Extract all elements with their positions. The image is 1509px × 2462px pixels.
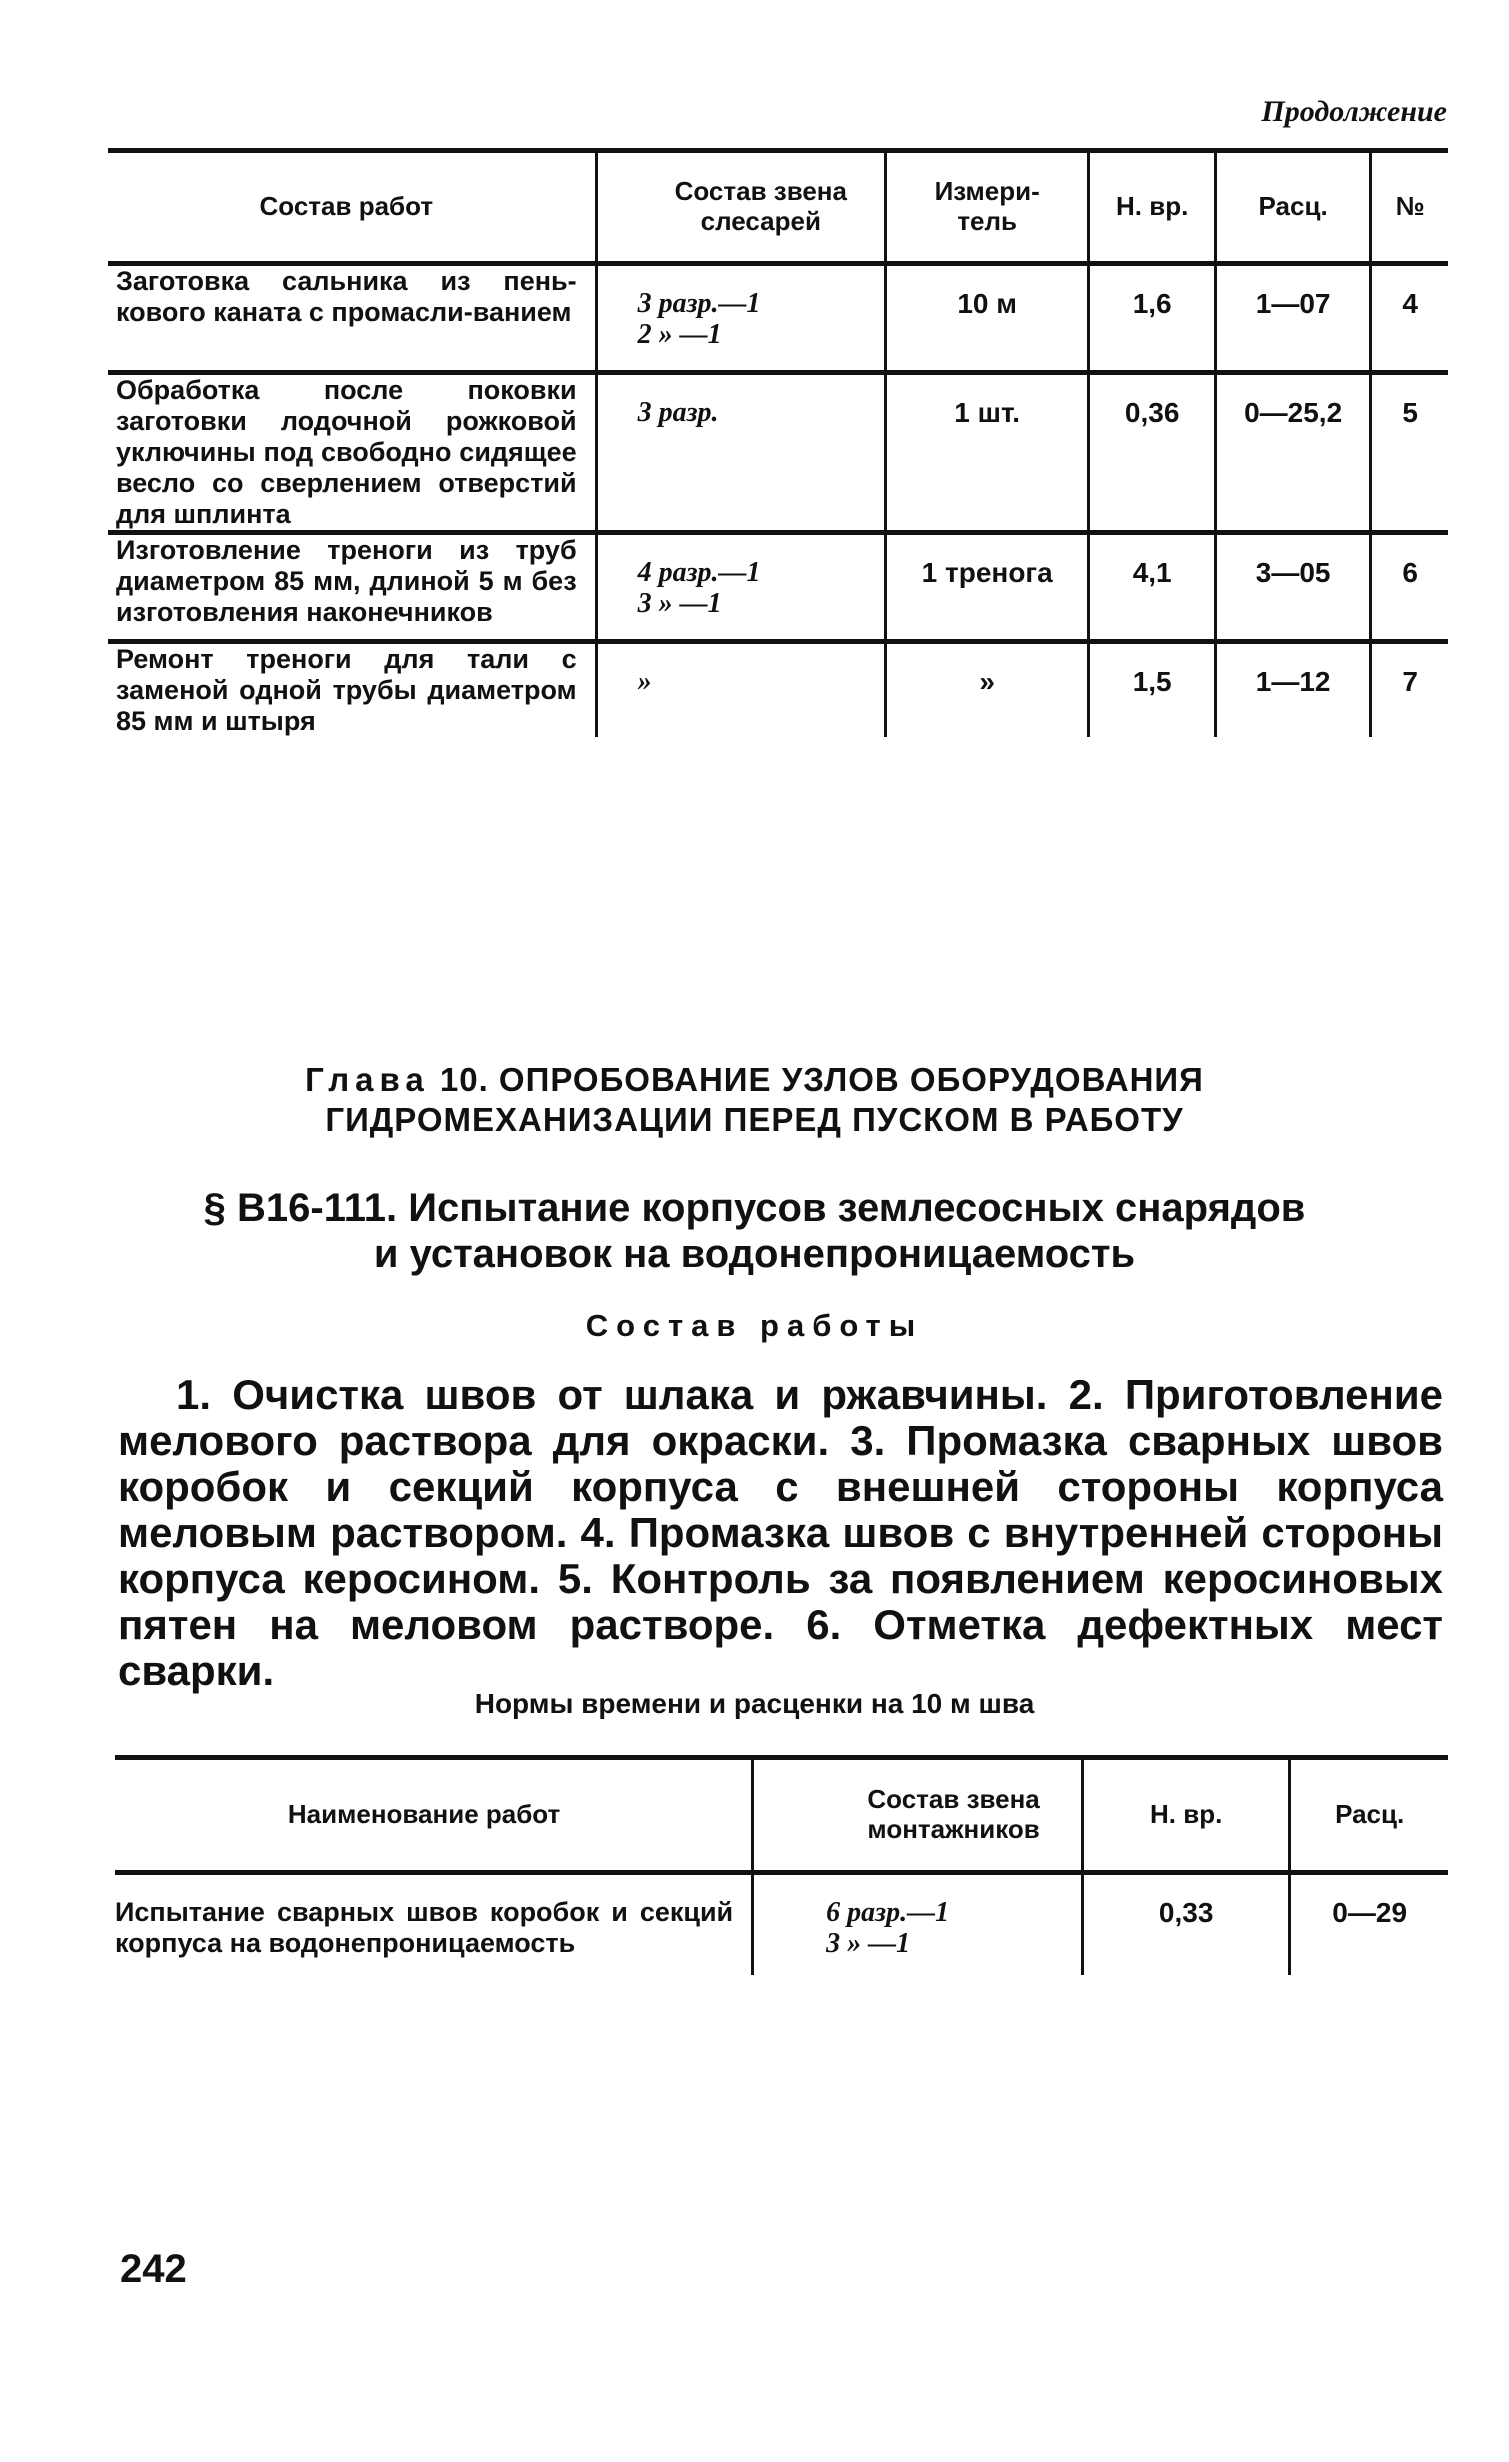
cell-number: 6 — [1371, 533, 1448, 642]
header-work: Наименование работ — [287, 1799, 561, 1830]
table-row — [108, 533, 1448, 642]
cell-unit: 1 шт. — [885, 373, 1088, 533]
header-norm: Н. вр. — [1083, 1758, 1290, 1873]
chapter-heading: Глава 10. ОПРОБОВАНИЕ УЗЛОВ ОБОРУДОВАНИЯ ГИДРОМЕХАНИЗАЦИИ ПЕРЕД ПУСКОМ В РАБОТУ — [305, 1061, 1204, 1138]
header-number: № — [1371, 151, 1448, 264]
header-rate: Расц. — [1215, 151, 1370, 264]
cell-norm: 4,1 — [1089, 533, 1216, 642]
header-crew: Состав звена монтажников — [753, 1758, 1083, 1873]
section-heading: § В16-111. Испытание корпусов землесосных снарядов и установок на водонепроницаемость — [203, 1186, 1306, 1276]
cell-work: Обработка после поковки заготовки лодочной рожковой уключины под свободно сидящее весло со сверлением отверстий для шплинта — [116, 375, 577, 529]
cell-work: Ремонт треноги для тали с заменой одной трубы диаметром 85 мм и штыря — [116, 644, 577, 736]
cell-number: 5 — [1371, 373, 1448, 533]
header-rate: Расц. — [1290, 1758, 1448, 1873]
cell-crew: 3 разр. — [596, 373, 885, 533]
cell-rate: 3—05 — [1215, 533, 1370, 642]
work-composition-text: 1. Очистка швов от шлака и ржавчины. 2. Приготовление мелового раствора для окраски. 3. Промазка сварных швов коробок и секций корпуса с внешней стороны корпуса меловым раствором. 4. Промазка швов с внутренней стороны корпуса керосином. 5. Контроль за появлением керосиновых пятен на меловом растворе. 6. Отметка дефектных мест сварки. — [118, 1371, 1443, 1694]
norms-table-continued — [108, 148, 1448, 737]
cell-crew: 3 разр.—1 2 » —1 — [596, 264, 885, 373]
cell-norm: 1,6 — [1089, 264, 1216, 373]
continuation-label: Продолжение — [1261, 95, 1447, 128]
work-composition-title: Состав работы — [585, 1308, 924, 1343]
cell-norm: 1,5 — [1089, 642, 1216, 738]
norms-table — [115, 1755, 1448, 1975]
page-number: 242 — [120, 2247, 187, 2291]
cell-rate: 0—25,2 — [1215, 373, 1370, 533]
cell-unit: » — [885, 642, 1088, 738]
header-norm: Н. вр. — [1089, 151, 1216, 264]
cell-work: Заготовка сальника из пень-кового каната с промасли-ванием — [116, 266, 577, 327]
cell-crew: 4 разр.—1 3 » —1 — [596, 533, 885, 642]
header-work: Состав работ — [259, 191, 434, 222]
cell-number: 4 — [1371, 264, 1448, 373]
table-header-row — [108, 151, 1448, 264]
cell-crew: » — [596, 642, 885, 738]
cell-crew: 6 разр.—1 3 » —1 — [753, 1873, 1083, 1976]
cell-norm: 0,36 — [1089, 373, 1216, 533]
table-header-row — [115, 1758, 1448, 1873]
table-row — [108, 373, 1448, 533]
cell-rate: 1—07 — [1215, 264, 1370, 373]
cell-unit: 1 тренога — [885, 533, 1088, 642]
header-unit: Измери- тель — [885, 151, 1088, 264]
header-crew: Состав звена слесарей — [596, 151, 885, 264]
table-row — [108, 264, 1448, 373]
cell-norm: 0,33 — [1083, 1873, 1290, 1976]
cell-work: Изготовление треноги из труб диаметром 85 мм, длиной 5 м без изготовления наконечников — [116, 535, 577, 627]
cell-rate: 0—29 — [1290, 1873, 1448, 1976]
cell-rate: 1—12 — [1215, 642, 1370, 738]
norms-title: Нормы времени и расценки на 10 м шва — [474, 1688, 1035, 1719]
cell-number: 7 — [1371, 642, 1448, 738]
table-row — [115, 1873, 1448, 1976]
table-row — [108, 642, 1448, 738]
cell-unit: 10 м — [885, 264, 1088, 373]
cell-work: Испытание сварных швов коробок и секций корпуса на водонепроницаемость — [115, 1897, 734, 1958]
